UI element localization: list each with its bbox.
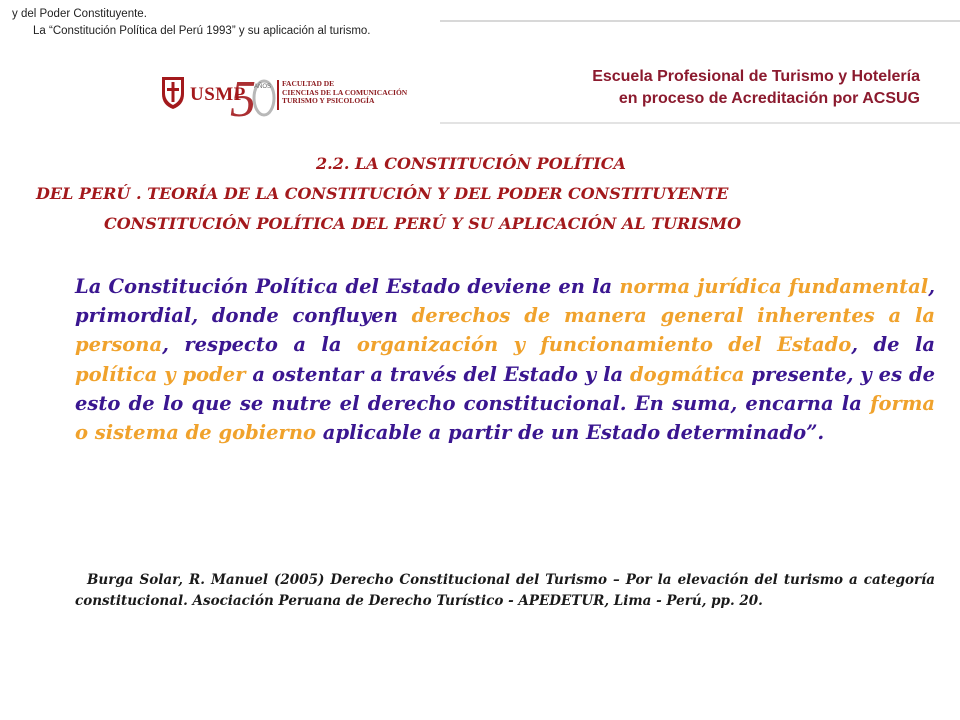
school-line2: en proceso de Acreditación por ACSUG	[618, 90, 920, 107]
title-line2: DEL PERÚ . TEORÍA DE LA CONSTITUCIÓN Y DEL PODER CONSTITUYENTE	[36, 184, 729, 203]
faculty-line3: TURISMO Y PSICOLOGÍA	[282, 96, 375, 106]
para-text: , respecto a la	[162, 333, 357, 357]
header-note-line1: y del Poder Constituyente.	[12, 8, 147, 20]
para-highlight: dogmática	[630, 362, 745, 386]
school-line1: Escuela Profesional de Turismo y Hotelería	[592, 68, 920, 85]
title-line3: CONSTITUCIÓN POLÍTICA DEL PERÚ Y SU APLICACIÓN AL TURISMO	[104, 214, 742, 233]
header-note-line2: La “Constitución Política del Perú 1993” y su aplicación al turismo.	[33, 25, 371, 37]
para-highlight: norma jurídica fundamental	[619, 275, 929, 298]
faculty-line1: FACULTAD DE	[282, 79, 335, 88]
usmp-crest-icon	[160, 74, 186, 110]
school-heading	[592, 66, 920, 110]
para-text: La Constitución Política del Estado deviene en la	[75, 275, 620, 298]
para-text: , de la	[851, 333, 935, 357]
anniversary-anos: AÑOS	[254, 84, 272, 90]
svg-text:5: 5	[230, 71, 256, 124]
para-highlight: política y poder	[75, 362, 246, 386]
top-divider	[440, 20, 960, 22]
para-highlight: organización y funcionamiento del Estado	[356, 333, 852, 357]
title-line1: 2.2. LA CONSTITUCIÓN POLÍTICA	[316, 154, 626, 173]
para-highlight: forma o sistema de gobierno	[75, 391, 935, 445]
citation-text: Burga Solar, R. Manuel (2005) Derecho Constitucional del Turismo – Por la elevación del turismo a categoría constitucional. Asociación Peruana de Derecho Turístico - APEDETUR, Lima - Perú, pp. 20.	[75, 572, 935, 609]
para-highlight: derechos de manera general inherentes a la persona	[75, 304, 935, 357]
usmp-logo	[160, 68, 420, 124]
para-text: , primordial, donde confluyen	[75, 275, 935, 328]
para-text: a ostentar a través del Estado y la	[245, 362, 631, 386]
citation	[75, 570, 935, 611]
para-text: aplicable a partir de un Estado determinado”.	[316, 421, 825, 445]
logo-separator	[277, 80, 279, 110]
header-rule	[440, 122, 960, 124]
section-title	[0, 154, 960, 244]
body-paragraph	[75, 272, 935, 447]
anniversary-50-icon	[230, 68, 276, 124]
faculty-name	[282, 80, 407, 106]
para-text: presente, y es de esto de lo que se nutre el derecho constitucional. En suma, encarna la	[75, 362, 935, 415]
faculty-line2: CIENCIAS DE LA COMUNICACIÓN	[282, 87, 408, 97]
usmp-wordmark: USMP	[190, 84, 246, 105]
